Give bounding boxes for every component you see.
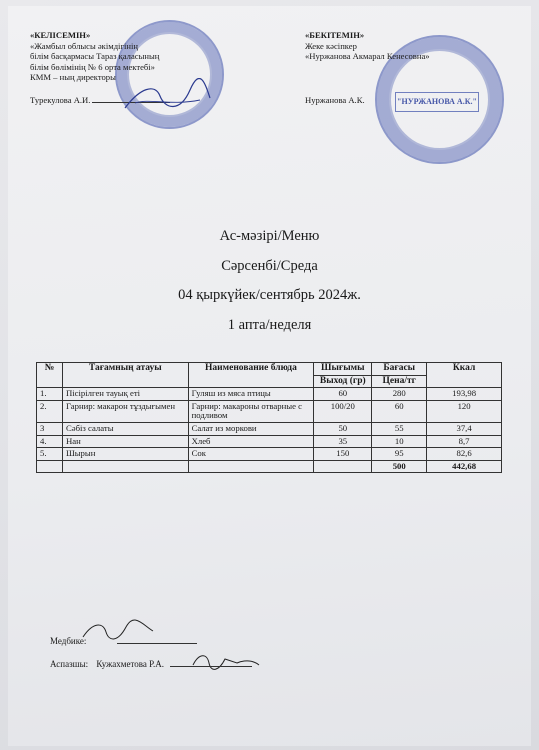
signature-line (117, 643, 197, 644)
approval-title: «КЕЛІСЕМІН» (30, 30, 91, 40)
cook-line (50, 659, 252, 669)
cell-name-ru: Сок (188, 448, 314, 461)
cell-name-ru: Гуляш из мяса птицы (188, 388, 314, 401)
cell-empty (314, 460, 372, 473)
table-header-row (37, 363, 502, 376)
signature-line (170, 666, 252, 667)
menu-title: Ас-мәзірі/Меню (219, 228, 320, 244)
approval-title: «БЕКІТЕМІН» (305, 30, 365, 40)
total-kcal: 442,68 (427, 460, 502, 473)
table-total-row (37, 460, 502, 473)
cell-name-kz: Шырын (62, 448, 188, 461)
signer-name: Нуржанова А.К. (305, 94, 365, 105)
approval-line: «Нуржанова Акмарал Кенесовна» (305, 51, 430, 62)
approval-line: білім басқармасы Тараз қаласының (30, 51, 160, 62)
table-row (37, 448, 502, 461)
table-row (37, 422, 502, 435)
nurse-line (50, 636, 197, 646)
table-row (37, 435, 502, 448)
table-row (37, 388, 502, 401)
cell-name-ru: Салат из моркови (188, 422, 314, 435)
cell-yield: 35 (314, 435, 372, 448)
cell-num: 4. (37, 435, 63, 448)
cell-num: 5. (37, 448, 63, 461)
col-header-yield-ru: Выход (гр) (314, 375, 372, 388)
menu-day: Сәрсенбі/Среда (221, 258, 318, 274)
cell-yield: 50 (314, 422, 372, 435)
col-header-name-ru: Наименование блюда (188, 363, 314, 388)
cell-num: 3 (37, 422, 63, 435)
col-header-num: № (37, 363, 63, 388)
col-header-price-ru: Цена/тг (372, 375, 427, 388)
cell-empty (62, 460, 188, 473)
cell-kcal: 8,7 (427, 435, 502, 448)
menu-table (36, 362, 502, 473)
seal-name-box: "НУРЖАНОВА А.К." (395, 92, 479, 112)
col-header-yield: Шығымы (314, 363, 372, 376)
menu-date: 04 қыркүйек/сентябрь 2024ж. (178, 287, 361, 303)
cell-name-ru: Гарнир: макароны отварные с подливом (188, 400, 314, 422)
cell-num: 2. (37, 400, 63, 422)
cell-empty (188, 460, 314, 473)
approval-block-right (305, 30, 505, 105)
cell-price: 95 (372, 448, 427, 461)
cell-yield: 60 (314, 388, 372, 401)
col-header-name-kz: Тағамның атауы (62, 363, 188, 388)
cell-yield: 100/20 (314, 400, 372, 422)
cell-name-kz: Пісірілген тауық еті (62, 388, 188, 401)
cell-name-kz: Нан (62, 435, 188, 448)
cell-yield: 150 (314, 448, 372, 461)
cell-name-kz: Сәбіз салаты (62, 422, 188, 435)
total-price: 500 (372, 460, 427, 473)
cell-num: 1. (37, 388, 63, 401)
cook-label: Аспазшы: (50, 659, 89, 669)
col-header-kcal: Ккал (427, 363, 502, 388)
cell-name-kz: Гарнир: макарон тұздығымен (62, 400, 188, 422)
cell-kcal: 37,4 (427, 422, 502, 435)
signer-name: Турекулова А.И. (30, 94, 91, 105)
signature-scribble-left (120, 78, 215, 118)
cell-price: 10 (372, 435, 427, 448)
cell-name-ru: Хлеб (188, 435, 314, 448)
cell-kcal: 82,6 (427, 448, 502, 461)
cell-price: 55 (372, 422, 427, 435)
cook-name: Кужахметова Р.А. (96, 659, 165, 669)
table-row (37, 400, 502, 422)
col-header-price: Бағасы (372, 363, 427, 376)
approval-line: білім бөлімінің № 6 орта мектебі» (30, 61, 155, 72)
nurse-label: Медбике: (50, 636, 87, 646)
cell-kcal: 120 (427, 400, 502, 422)
menu-week: 1 апта/неделя (227, 317, 312, 333)
approval-line: «Жамбыл облысы әкімдігінің (30, 40, 138, 51)
cell-price: 60 (372, 400, 427, 422)
cell-kcal: 193,98 (427, 388, 502, 401)
cell-price: 280 (372, 388, 427, 401)
approval-line: Жеке кәсіпкер (305, 40, 357, 51)
cell-empty (37, 460, 63, 473)
approval-line: КММ – ның директоры (30, 72, 116, 83)
